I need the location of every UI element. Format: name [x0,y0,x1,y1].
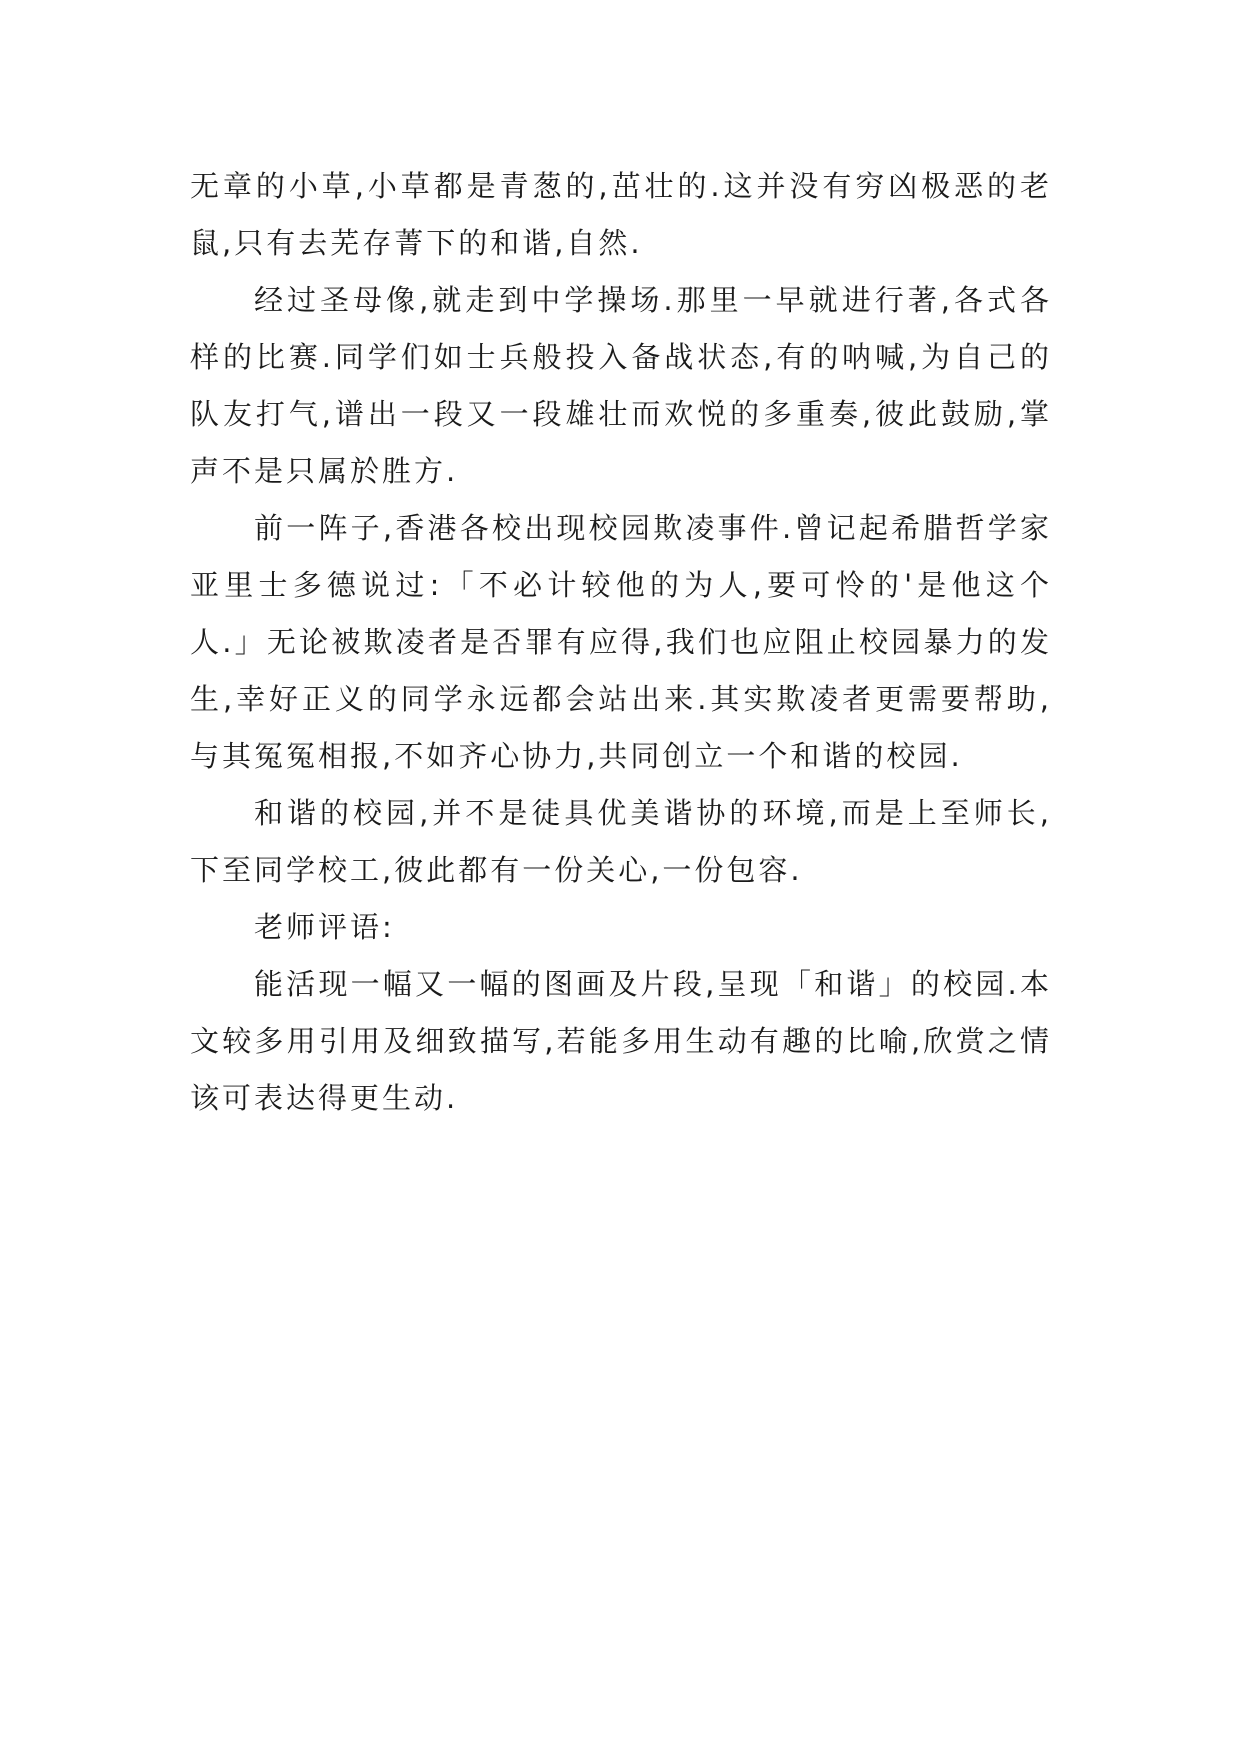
paragraph-2: 经过圣母像,就走到中学操场.那里一早就进行著,各式各样的比赛.同学们如士兵般投入备战状态,有的呐喊,为自己的队友打气,谱出一段又一段雄壮而欢悦的多重奏,彼此鼓励,掌声不是只属於胜方. [190,283,1052,488]
teacher-comment-body: 能活现一幅又一幅的图画及片段,呈现「和谐」的校园.本文较多用引用及细致描写,若能多用生动有趣的比喻,欣赏之情该可表达得更生动. [190,967,1052,1115]
paragraph-4: 和谐的校园,并不是徒具优美谐协的环境,而是上至师长,下至同学校工,彼此都有一份关心,一份包容. [190,796,1052,887]
paragraph-1: 无章的小草,小草都是青葱的,茁壮的.这并没有穷凶极恶的老鼠,只有去芜存菁下的和谐,自然. [190,169,1052,260]
paragraph-3: 前一阵子,香港各校出现校园欺凌事件.曾记起希腊哲学家亚里士多德说过:「不必计较他的为人,要可怜的'是他这个人.」无论被欺凌者是否罪有应得,我们也应阻止校园暴力的发生,幸好正义的同学永远都会站出来.其实欺凌者更需要帮助,与其冤冤相报,不如齐心协力,共同创立一个和谐的校园. [190,511,1052,773]
document-body [190,158,1052,1127]
teacher-comment-heading: 老师评语: [254,910,395,944]
